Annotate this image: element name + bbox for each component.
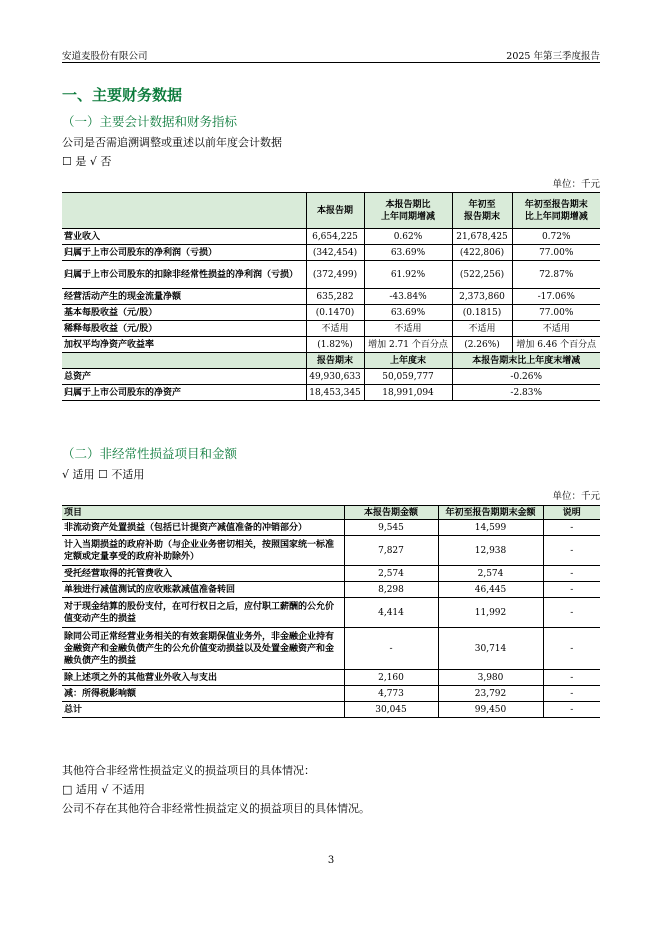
header-cell: 项目 [62,506,344,520]
header-cell: 本报告期金额 [344,506,438,520]
table-row: 营业收入 6,654,225 0.62% 21,678,425 0.72% [62,229,600,245]
header-cell [62,353,306,369]
table-row: 除上述项之外的其他营业外收入与支出 2,160 3,980 - [62,670,600,686]
section-title: 一、主要财务数据 [62,86,183,104]
header-cell: 报告期末 [306,353,364,369]
table-row: 总计 30,045 99,450 - [62,702,600,718]
header-cell: 年初至报告期期末金额 [438,506,543,520]
table-header-row [62,506,600,520]
table-row: 稀释每股收益（元/股） 不适用 不适用 不适用 不适用 [62,321,600,337]
table-row: 非流动资产处置损益（包括已计提资产减值准备的冲销部分） 9,545 14,599 - [62,520,600,536]
table-header-row [62,193,600,229]
header-cell [62,193,306,229]
table-row: 归属于上市公司股东的净资产 18,453,345 18,991,094 -2.83% [62,385,600,401]
table-row: 对于现金结算的股份支付，在可行权日之后，应付职工薪酬的公允价值变动产生的损益 4,414 11,992 - [62,598,600,628]
header-company: 安道麦股份有限公司 [62,51,148,62]
non-recurring-table [62,505,600,718]
page-number: 3 [327,855,335,866]
financial-indicators-table [62,192,600,401]
header-cell: 说明 [543,506,600,520]
header-cell: 年初至 报告期末 [452,193,512,229]
table-header-row-2 [62,353,600,369]
table-row: 受托经营取得的托管费收入 2,574 2,574 - [62,566,600,582]
sub1-question: 公司是否需追溯调整或重述以前年度会计数据 [62,136,282,149]
header-cell: 上年度末 [364,353,452,369]
other-title: 其他符合非经常性损益定义的损益项目的具体情况： [62,764,315,777]
table-row: 总资产 49,930,633 50,059,777 -0.26% [62,369,600,385]
sub1-title: （一）主要会计数据和财务指标 [62,114,238,129]
sub2-title: （二）非经常性损益项目和金额 [62,446,238,461]
header-report: 2025 年第三季度报告 [506,51,600,62]
header-cell: 本报告期 [306,193,364,229]
header-cell: 本报告期比 上年同期增减 [364,193,452,229]
table-row: 基本每股收益（元/股） (0.1470) 63.69% (0.1815) 77.00% [62,305,600,321]
table-row: 归属于上市公司股东的扣除非经常性损益的净利润（亏损） (372,499) 61.92% (522,256) 72.87% [62,261,600,289]
sub2-unit: 单位：千元 [552,491,600,502]
header-cell: 本报告期末比上年度末增减 [452,353,600,369]
table-row: 单独进行减值测试的应收账款减值准备转回 8,298 46,445 - [62,582,600,598]
table-row: 减：所得税影响额 4,773 23,792 - [62,686,600,702]
table-row: 经营活动产生的现金流量净额 635,282 -43.84% 2,373,860 -17.06% [62,289,600,305]
table-row: 归属于上市公司股东的净利润（亏损） (342,454) 63.69% (422,806) 77.00% [62,245,600,261]
sub2-options: √ 适用 ☐ 不适用 [62,468,145,481]
other-options: □ 适用 √ 不适用 [62,783,145,796]
table-row: 除同公司正常经营业务相关的有效套期保值业务外，非金融企业持有金融资产和金融负债产生的公允价值变动损益以及处置金融资产和金融负债产生的损益 - 30,714 - [62,628,600,670]
other-note: 公司不存在其他符合非经常性损益定义的损益项目的具体情况。 [62,802,370,815]
sub1-options: ☐ 是 √ 否 [62,155,112,168]
page-header [62,48,600,63]
sub1-unit: 单位：千元 [552,179,600,190]
table-row: 加权平均净资产收益率 (1.82%) 增加 2.71 个百分点 (2.26%) 增加 6.46 个百分点 [62,337,600,353]
table-row: 计入当期损益的政府补助（与企业业务密切相关，按照国家统一标准定额或定量享受的政府补助除外） 7,827 12,938 - [62,536,600,566]
header-cell: 年初至报告期末 比上年同期增减 [512,193,600,229]
